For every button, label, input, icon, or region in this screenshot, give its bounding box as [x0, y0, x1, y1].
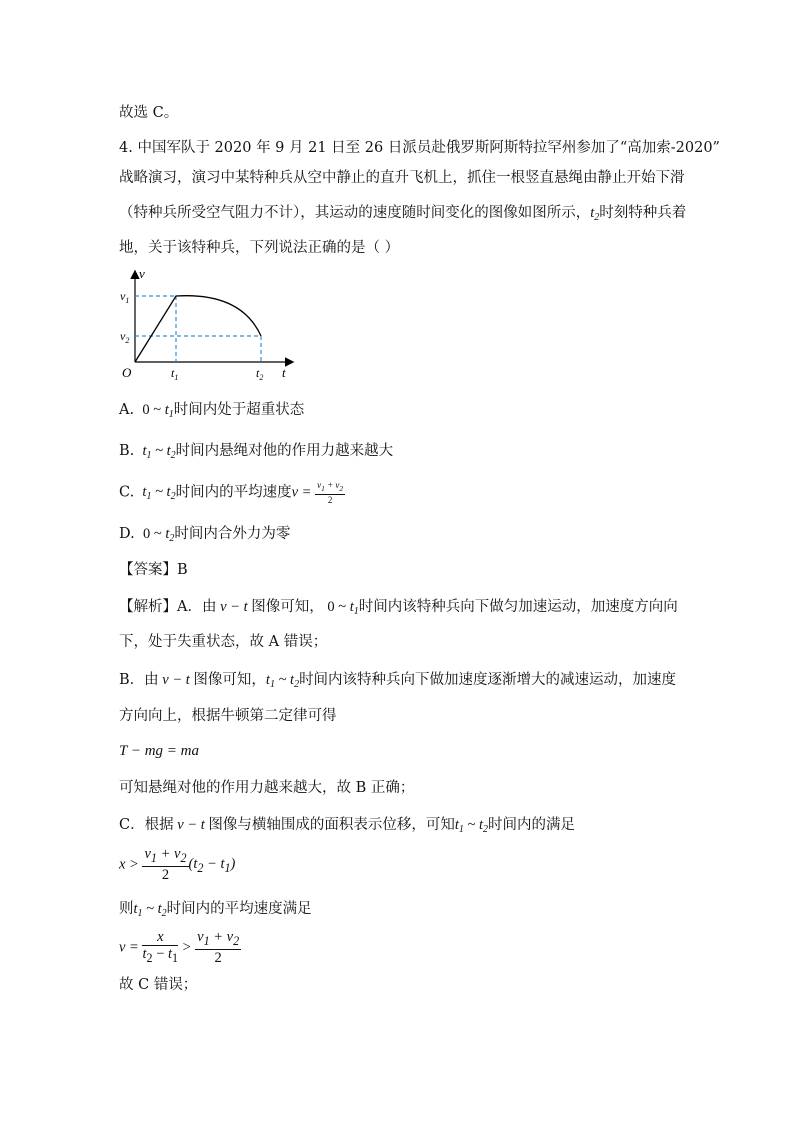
- t2-symbol: $t_2$: [590, 205, 600, 223]
- option-a-label: A.: [119, 402, 135, 418]
- option-b-text: 时间内悬绳对他的作用力越来越大: [175, 443, 394, 459]
- analysis-c3-interval: $t_1$ ~ $t_2$: [133, 901, 167, 919]
- analysis-a-text: 图像可知，: [251, 599, 324, 615]
- v2-label: $v_2$: [120, 329, 130, 345]
- analysis-tag: 【解析】: [119, 599, 177, 615]
- option-c-interval: $t_1$ ~ $t_2$: [138, 484, 176, 503]
- option-c-formula: v =: [291, 484, 316, 501]
- option-d-interval: 0 ~ $t_2$: [139, 526, 175, 544]
- vt-symbol: v − t: [216, 599, 252, 615]
- question-line-1: 4. 中国军队于 2020 年 9 月 21 日至 26 日派员赴俄罗斯阿斯特拉罕州参加了“高加索-2020”: [119, 140, 720, 156]
- newton-equation: T − mg = ma: [119, 743, 199, 759]
- analysis-c-line-4: 故 C 错误；: [119, 977, 198, 993]
- option-d-label: D.: [119, 526, 135, 542]
- analysis-a-prefix: A．由: [177, 599, 217, 615]
- intro-line: 故选 C。: [119, 105, 179, 121]
- t2-label: $t_2$: [256, 366, 264, 382]
- option-c-text: 时间内的平均速度: [175, 484, 292, 501]
- question-line-2: 战略演习，演习中某特种兵从空中静止的直升飞机上，抓住一根竖直悬绳由静止开始下滑: [119, 170, 685, 186]
- v1-label: $v_1$: [120, 289, 130, 305]
- question-line-3-text: （特种兵所受空气阻力不计），其运动的速度随时间变化的图像如图所示，: [119, 205, 591, 221]
- option-a-text: 时间内处于超重状态: [173, 402, 305, 418]
- option-c-fraction: $\frac{v_1 + v_2}{2}$: [317, 480, 344, 505]
- origin-label: O: [122, 365, 132, 380]
- t1-label: $t_1$: [171, 366, 179, 382]
- answer-tag: 【答案】: [119, 562, 177, 578]
- option-d-text: 时间内合外力为零: [174, 526, 291, 542]
- analysis-c-text: 图像与横轴围成的面积表示位移，可知: [208, 817, 455, 833]
- analysis-c3-prefix: 则: [119, 901, 134, 917]
- v-axis-label: v: [139, 266, 145, 281]
- analysis-c-prefix: C．根据: [119, 817, 174, 833]
- analysis-b-text: 图像可知，: [193, 672, 266, 688]
- velocity-time-graph: [116, 266, 300, 384]
- option-c: [119, 480, 345, 507]
- analysis-b-line-3: 可知悬绳对他的作用力越来越大，故 B 正确；: [119, 780, 415, 796]
- option-d: [119, 524, 290, 549]
- x-over-dt-fraction: $\frac{x}{t_2 - t_1}$: [142, 929, 179, 965]
- avg-velocity-fraction-2: $\frac{v_1 + v_2}{2}$: [197, 929, 240, 966]
- analysis-b-line-1: [119, 670, 676, 695]
- option-a-interval: 0 ~ $t_1$: [138, 402, 174, 420]
- option-c-label: C.: [119, 484, 135, 501]
- vt-symbol: v − t: [173, 817, 209, 833]
- avg-velocity-fraction: $\frac{v_1 + v_2}{2}$: [144, 846, 187, 883]
- average-velocity-inequality: v = $\frac{x}{t_2 - t_1}$ > $\frac{v_1 + v_2}{2}$: [119, 929, 240, 966]
- question-line-4: 地，关于该特种兵，下列说法正确的是（ ）: [119, 240, 400, 256]
- analysis-b-text-2: 时间内该特种兵向下做加速度逐渐增大的减速运动，加速度: [299, 672, 677, 688]
- analysis-c-text-2: 时间内的满足: [488, 817, 576, 833]
- analysis-b-interval: $t_1$ ~ $t_2$: [265, 672, 300, 690]
- option-b: [119, 441, 393, 466]
- analysis-a-line-2: 下，处于失重状态，故 A 错误；: [119, 634, 328, 650]
- analysis-c3-text: 时间内的平均速度满足: [166, 901, 312, 917]
- question-line-3: [119, 203, 686, 228]
- question-line-3-end: 时刻特种兵着: [599, 205, 687, 221]
- analysis-c-line-1: [119, 815, 575, 840]
- answer-value: B: [177, 562, 188, 578]
- analysis-a-line-1: [119, 597, 678, 622]
- analysis-b-line-2: 方向向上，根据牛顿第二定律可得: [119, 708, 337, 724]
- displacement-inequality: x > $\frac{v_1 + v_2}{2}$ $(t_2 - t_1)$: [119, 846, 236, 883]
- option-a: [119, 400, 304, 425]
- analysis-c-line-3: [119, 899, 312, 924]
- vt-symbol: v − t: [158, 672, 194, 688]
- option-b-label: B.: [119, 443, 135, 459]
- analysis-a-interval: 0 ~ $t_1$: [323, 599, 359, 617]
- answer-line: [119, 560, 188, 580]
- analysis-c-interval: $t_1$ ~ $t_2$: [454, 817, 489, 835]
- analysis-a-text-2: 时间内该特种兵向下做匀加速运动，加速度方向向: [358, 599, 678, 615]
- t-axis-label: t: [282, 365, 286, 380]
- analysis-b-prefix: B．由: [119, 672, 159, 688]
- option-b-interval: $t_1$ ~ $t_2$: [138, 443, 176, 461]
- velocity-curve: [135, 296, 261, 362]
